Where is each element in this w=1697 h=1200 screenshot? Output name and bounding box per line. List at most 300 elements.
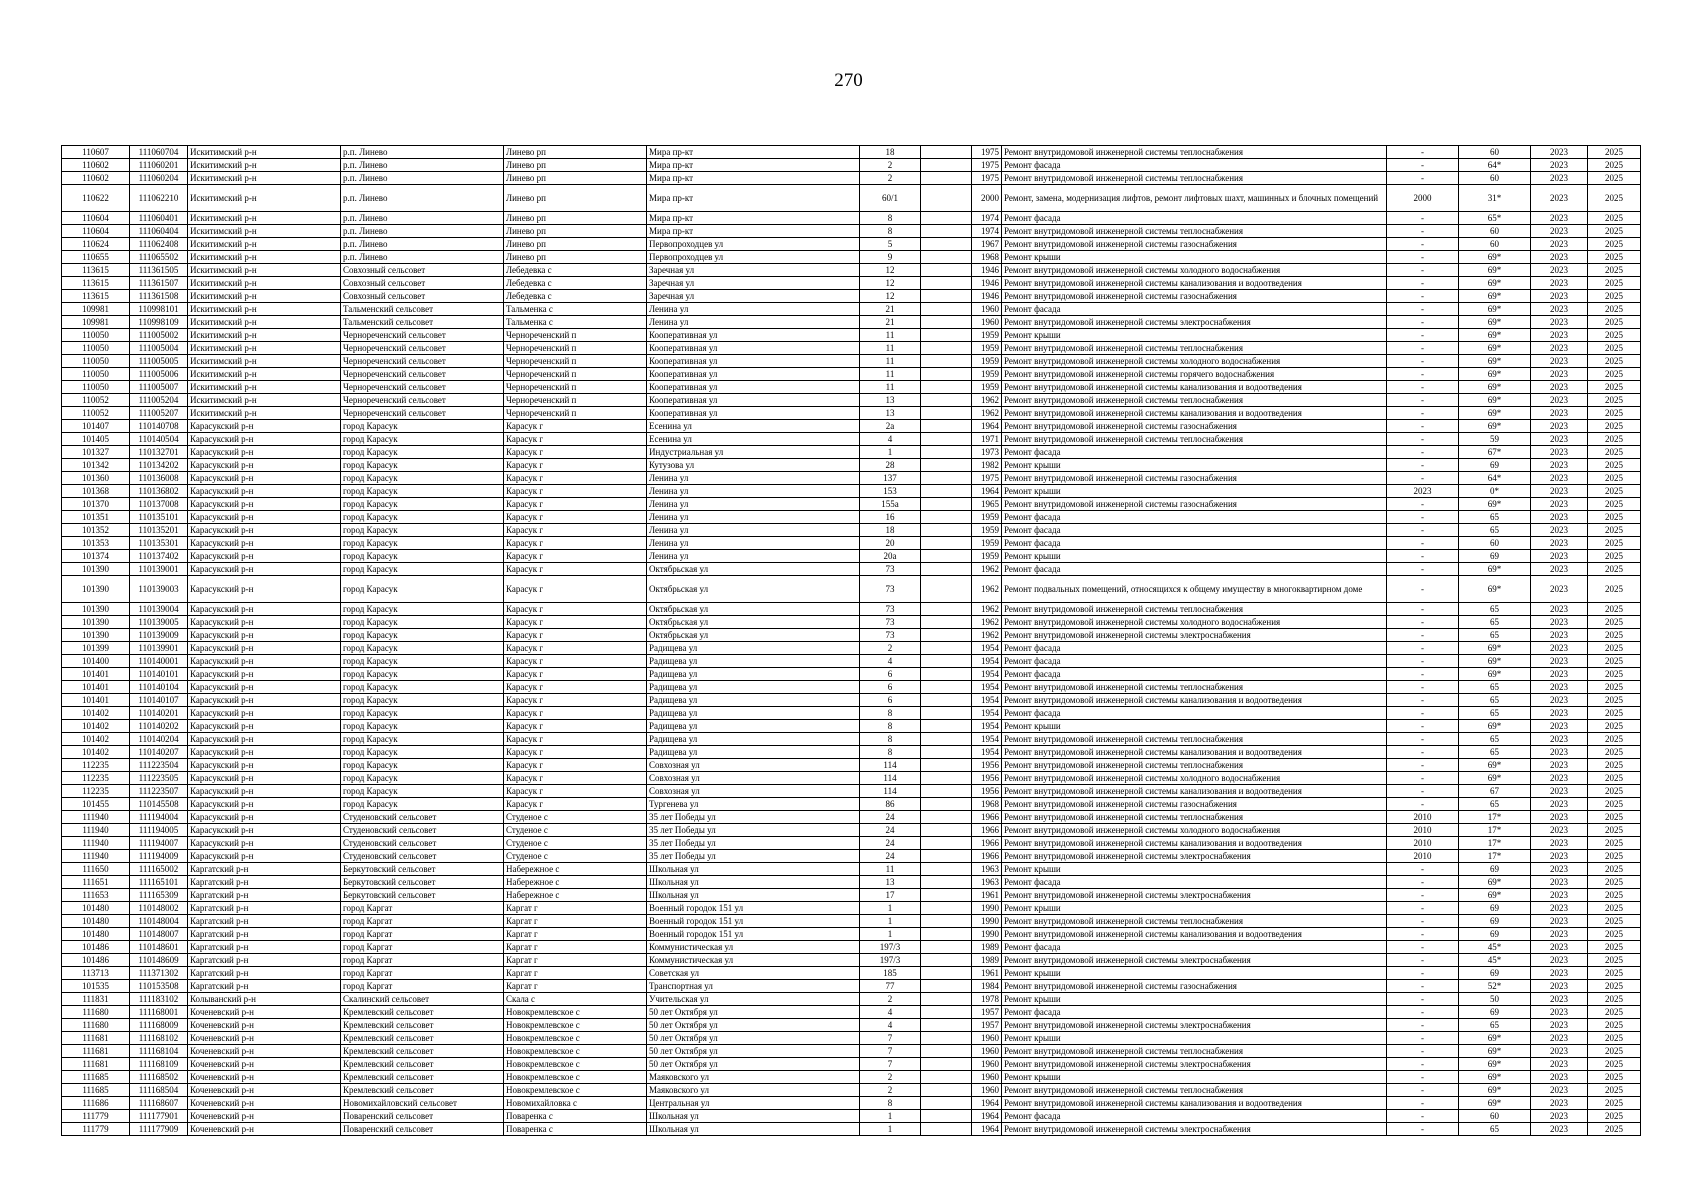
cell-district: Карасукский р-н xyxy=(188,772,341,785)
cell-plan-year-end: 2025 xyxy=(1588,524,1641,537)
cell-district: Коченевский р-н xyxy=(188,1071,341,1084)
cell-house-id: 111940 xyxy=(62,850,130,863)
cell-year-built: 1968 xyxy=(972,798,1002,811)
cell-house-id: 110624 xyxy=(62,238,130,251)
cell-last-repair-year: - xyxy=(1387,629,1459,642)
cell-street: Совхозная ул xyxy=(647,759,860,772)
cell-street: Советская ул xyxy=(647,967,860,980)
cell-municipality: город Каргат xyxy=(341,915,504,928)
cell-building xyxy=(921,277,972,290)
cell-locality: Карасук г xyxy=(504,433,647,446)
cell-plan-year-end: 2025 xyxy=(1588,1123,1641,1136)
cell-year-built: 1964 xyxy=(972,420,1002,433)
cell-street: Маяковского ул xyxy=(647,1084,860,1097)
cell-locality: Карасук г xyxy=(504,511,647,524)
table-row xyxy=(62,1123,1641,1136)
cell-work-type: Ремонт внутридомовой инженерной системы теплоснабжения xyxy=(1002,759,1387,772)
cell-district: Искитимский р-н xyxy=(188,159,341,172)
cell-last-repair-year: - xyxy=(1387,172,1459,185)
cell-plan-year-start: 2023 xyxy=(1531,368,1588,381)
cell-house-id: 111685 xyxy=(62,1084,130,1097)
cell-last-repair-year: - xyxy=(1387,967,1459,980)
cell-street: 50 лет Октября ул xyxy=(647,1045,860,1058)
cell-district: Карасукский р-н xyxy=(188,746,341,759)
cell-work-id: 111005207 xyxy=(130,407,188,420)
cell-plan-year-start: 2023 xyxy=(1531,381,1588,394)
cell-street: Мира пр-кт xyxy=(647,212,860,225)
cell-locality: Карасук г xyxy=(504,642,647,655)
table-row xyxy=(62,407,1641,420)
cell-district: Карасукский р-н xyxy=(188,837,341,850)
cell-last-repair-year: - xyxy=(1387,277,1459,290)
cell-house-number: 2 xyxy=(860,642,921,655)
cell-last-repair-year: - xyxy=(1387,980,1459,993)
cell-plan-year-end: 2025 xyxy=(1588,185,1641,212)
cell-work-type: Ремонт крыши xyxy=(1002,485,1387,498)
cell-last-repair-year: - xyxy=(1387,785,1459,798)
cell-house-id: 101401 xyxy=(62,668,130,681)
cell-plan-year-end: 2025 xyxy=(1588,733,1641,746)
cell-district: Искитимский р-н xyxy=(188,316,341,329)
cell-locality: Каргат г xyxy=(504,928,647,941)
cell-building xyxy=(921,980,972,993)
cell-street: Заречная ул xyxy=(647,277,860,290)
cell-work-type: Ремонт подвальных помещений, относящихся к общему имуществу в многоквартирном доме xyxy=(1002,576,1387,603)
cell-wear-percent: 69* xyxy=(1459,1097,1531,1110)
cell-plan-year-start: 2023 xyxy=(1531,407,1588,420)
cell-house-number: 6 xyxy=(860,694,921,707)
table-row xyxy=(62,733,1641,746)
cell-locality: Карасук г xyxy=(504,420,647,433)
cell-last-repair-year: - xyxy=(1387,668,1459,681)
cell-plan-year-start: 2023 xyxy=(1531,811,1588,824)
cell-district: Карасукский р-н xyxy=(188,576,341,603)
cell-locality: Каргат г xyxy=(504,954,647,967)
cell-work-id: 111005005 xyxy=(130,355,188,368)
cell-last-repair-year: - xyxy=(1387,876,1459,889)
cell-house-id: 101535 xyxy=(62,980,130,993)
cell-last-repair-year: - xyxy=(1387,472,1459,485)
table-row xyxy=(62,1032,1641,1045)
cell-building xyxy=(921,720,972,733)
cell-work-type: Ремонт внутридомовой инженерной системы теплоснабжения xyxy=(1002,433,1387,446)
cell-building xyxy=(921,290,972,303)
cell-house-number: 7 xyxy=(860,1058,921,1071)
cell-plan-year-start: 2023 xyxy=(1531,1019,1588,1032)
cell-work-type: Ремонт фасада xyxy=(1002,1110,1387,1123)
cell-house-number: 8 xyxy=(860,212,921,225)
cell-year-built: 1960 xyxy=(972,316,1002,329)
cell-plan-year-start: 2023 xyxy=(1531,694,1588,707)
cell-last-repair-year: - xyxy=(1387,394,1459,407)
cell-year-built: 1954 xyxy=(972,642,1002,655)
cell-locality: Карасук г xyxy=(504,785,647,798)
cell-plan-year-end: 2025 xyxy=(1588,655,1641,668)
cell-locality: Новокремлевское с xyxy=(504,1071,647,1084)
cell-wear-percent: 65 xyxy=(1459,603,1531,616)
cell-wear-percent: 65 xyxy=(1459,1019,1531,1032)
cell-plan-year-start: 2023 xyxy=(1531,277,1588,290)
table-row xyxy=(62,876,1641,889)
cell-wear-percent: 50 xyxy=(1459,993,1531,1006)
cell-wear-percent: 69* xyxy=(1459,759,1531,772)
cell-work-id: 111062210 xyxy=(130,185,188,212)
cell-wear-percent: 45* xyxy=(1459,954,1531,967)
table-row xyxy=(62,1097,1641,1110)
cell-house-id: 101327 xyxy=(62,446,130,459)
cell-wear-percent: 69* xyxy=(1459,381,1531,394)
cell-work-type: Ремонт внутридомовой инженерной системы электроснабжения xyxy=(1002,1123,1387,1136)
cell-house-number: 197/3 xyxy=(860,954,921,967)
cell-year-built: 1954 xyxy=(972,655,1002,668)
cell-house-number: 185 xyxy=(860,967,921,980)
cell-wear-percent: 65 xyxy=(1459,629,1531,642)
cell-plan-year-end: 2025 xyxy=(1588,459,1641,472)
cell-locality: Линево рп xyxy=(504,238,647,251)
cell-work-type: Ремонт внутридомовой инженерной системы теплоснабжения xyxy=(1002,394,1387,407)
cell-plan-year-start: 2023 xyxy=(1531,251,1588,264)
cell-district: Карасукский р-н xyxy=(188,550,341,563)
cell-district: Колыванский р-н xyxy=(188,993,341,1006)
cell-work-id: 111168502 xyxy=(130,1071,188,1084)
cell-street: Ленина ул xyxy=(647,485,860,498)
cell-building xyxy=(921,225,972,238)
cell-year-built: 1975 xyxy=(972,159,1002,172)
cell-street: Ленина ул xyxy=(647,303,860,316)
cell-wear-percent: 65 xyxy=(1459,1123,1531,1136)
cell-municipality: Чернореченский сельсовет xyxy=(341,355,504,368)
cell-wear-percent: 60 xyxy=(1459,537,1531,550)
cell-plan-year-start: 2023 xyxy=(1531,876,1588,889)
cell-locality: Каргат г xyxy=(504,902,647,915)
cell-house-number: 11 xyxy=(860,381,921,394)
cell-house-number: 24 xyxy=(860,811,921,824)
cell-locality: Карасук г xyxy=(504,694,647,707)
cell-plan-year-end: 2025 xyxy=(1588,329,1641,342)
cell-district: Карасукский р-н xyxy=(188,433,341,446)
cell-plan-year-start: 2023 xyxy=(1531,185,1588,212)
cell-street: Ленина ул xyxy=(647,316,860,329)
cell-work-type: Ремонт внутридомовой инженерной системы канализования и водоотведения xyxy=(1002,746,1387,759)
cell-house-number: 18 xyxy=(860,524,921,537)
cell-wear-percent: 69* xyxy=(1459,407,1531,420)
cell-year-built: 1974 xyxy=(972,212,1002,225)
cell-plan-year-end: 2025 xyxy=(1588,172,1641,185)
cell-building xyxy=(921,1071,972,1084)
cell-plan-year-start: 2023 xyxy=(1531,629,1588,642)
cell-year-built: 1957 xyxy=(972,1019,1002,1032)
cell-wear-percent: 67* xyxy=(1459,446,1531,459)
cell-locality: Набережное с xyxy=(504,889,647,902)
cell-last-repair-year: - xyxy=(1387,954,1459,967)
cell-last-repair-year: - xyxy=(1387,720,1459,733)
cell-building xyxy=(921,433,972,446)
cell-last-repair-year: 2010 xyxy=(1387,837,1459,850)
cell-work-type: Ремонт крыши xyxy=(1002,902,1387,915)
cell-work-type: Ремонт фасада xyxy=(1002,511,1387,524)
cell-work-type: Ремонт фасада xyxy=(1002,655,1387,668)
table-row xyxy=(62,980,1641,993)
table-row xyxy=(62,185,1641,212)
cell-building xyxy=(921,576,972,603)
cell-last-repair-year: 2010 xyxy=(1387,850,1459,863)
cell-wear-percent: 69 xyxy=(1459,459,1531,472)
cell-building xyxy=(921,1019,972,1032)
cell-last-repair-year: - xyxy=(1387,798,1459,811)
cell-last-repair-year: - xyxy=(1387,290,1459,303)
table-row xyxy=(62,889,1641,902)
cell-street: Кутузова ул xyxy=(647,459,860,472)
cell-year-built: 1960 xyxy=(972,1058,1002,1071)
cell-locality: Новокремлевское с xyxy=(504,1045,647,1058)
table-row xyxy=(62,863,1641,876)
cell-year-built: 1954 xyxy=(972,733,1002,746)
cell-house-number: 6 xyxy=(860,668,921,681)
cell-building xyxy=(921,446,972,459)
table-row xyxy=(62,1110,1641,1123)
cell-house-id: 101405 xyxy=(62,433,130,446)
cell-municipality: город Карасук xyxy=(341,642,504,655)
cell-district: Карасукский р-н xyxy=(188,563,341,576)
cell-wear-percent: 69* xyxy=(1459,655,1531,668)
cell-locality: Каргат г xyxy=(504,967,647,980)
cell-last-repair-year: - xyxy=(1387,603,1459,616)
cell-work-type: Ремонт фасада xyxy=(1002,303,1387,316)
cell-locality: Чернореченский п xyxy=(504,355,647,368)
cell-house-number: 1 xyxy=(860,1123,921,1136)
cell-last-repair-year: - xyxy=(1387,616,1459,629)
cell-house-id: 101368 xyxy=(62,485,130,498)
cell-last-repair-year: - xyxy=(1387,264,1459,277)
cell-work-type: Ремонт внутридомовой инженерной системы канализования и водоотведения xyxy=(1002,837,1387,850)
cell-house-id: 111681 xyxy=(62,1045,130,1058)
cell-house-id: 112235 xyxy=(62,772,130,785)
cell-work-id: 111177909 xyxy=(130,1123,188,1136)
cell-house-number: 155а xyxy=(860,498,921,511)
cell-plan-year-end: 2025 xyxy=(1588,876,1641,889)
table-row xyxy=(62,785,1641,798)
cell-plan-year-end: 2025 xyxy=(1588,1019,1641,1032)
cell-street: 35 лет Победы ул xyxy=(647,811,860,824)
cell-locality: Карасук г xyxy=(504,707,647,720)
cell-last-repair-year: - xyxy=(1387,537,1459,550)
cell-house-id: 101455 xyxy=(62,798,130,811)
cell-district: Коченевский р-н xyxy=(188,1006,341,1019)
cell-house-id: 101486 xyxy=(62,954,130,967)
cell-municipality: Студеновский сельсовет xyxy=(341,837,504,850)
cell-plan-year-start: 2023 xyxy=(1531,837,1588,850)
cell-district: Карасукский р-н xyxy=(188,798,341,811)
cell-locality: Студеное с xyxy=(504,837,647,850)
cell-plan-year-start: 2023 xyxy=(1531,576,1588,603)
cell-plan-year-end: 2025 xyxy=(1588,433,1641,446)
cell-house-id: 101390 xyxy=(62,629,130,642)
cell-municipality: Поваренский сельсовет xyxy=(341,1123,504,1136)
cell-house-id: 101374 xyxy=(62,550,130,563)
cell-wear-percent: 69 xyxy=(1459,1006,1531,1019)
cell-year-built: 1954 xyxy=(972,720,1002,733)
cell-house-id: 111681 xyxy=(62,1058,130,1071)
cell-work-id: 110140101 xyxy=(130,668,188,681)
cell-house-id: 111940 xyxy=(62,811,130,824)
cell-work-id: 111165002 xyxy=(130,863,188,876)
cell-municipality: город Карасук xyxy=(341,681,504,694)
cell-wear-percent: 69 xyxy=(1459,902,1531,915)
cell-work-id: 110140201 xyxy=(130,707,188,720)
cell-house-number: 16 xyxy=(860,511,921,524)
cell-house-id: 101402 xyxy=(62,746,130,759)
cell-last-repair-year: - xyxy=(1387,146,1459,159)
table-row xyxy=(62,720,1641,733)
cell-wear-percent: 69* xyxy=(1459,1045,1531,1058)
cell-work-type: Ремонт внутридомовой инженерной системы канализования и водоотведения xyxy=(1002,1097,1387,1110)
cell-plan-year-end: 2025 xyxy=(1588,290,1641,303)
cell-district: Карасукский р-н xyxy=(188,733,341,746)
cell-street: Первопроходцев ул xyxy=(647,238,860,251)
cell-locality: Линево рп xyxy=(504,146,647,159)
cell-building xyxy=(921,863,972,876)
cell-locality: Поваренка с xyxy=(504,1123,647,1136)
cell-locality: Карасук г xyxy=(504,733,647,746)
cell-work-type: Ремонт внутридомовой инженерной системы теплоснабжения xyxy=(1002,342,1387,355)
cell-plan-year-end: 2025 xyxy=(1588,146,1641,159)
cell-work-id: 111177901 xyxy=(130,1110,188,1123)
cell-building xyxy=(921,251,972,264)
table-row xyxy=(62,616,1641,629)
cell-year-built: 1975 xyxy=(972,146,1002,159)
cell-wear-percent: 69* xyxy=(1459,420,1531,433)
cell-municipality: город Карасук xyxy=(341,759,504,772)
cell-wear-percent: 60 xyxy=(1459,1110,1531,1123)
cell-work-type: Ремонт внутридомовой инженерной системы электроснабжения xyxy=(1002,850,1387,863)
table-row xyxy=(62,967,1641,980)
cell-work-type: Ремонт фасада xyxy=(1002,941,1387,954)
cell-last-repair-year: 2010 xyxy=(1387,811,1459,824)
cell-municipality: город Карасук xyxy=(341,550,504,563)
cell-street: Есенина ул xyxy=(647,433,860,446)
cell-municipality: город Каргат xyxy=(341,928,504,941)
cell-year-built: 1966 xyxy=(972,824,1002,837)
cell-municipality: город Карасук xyxy=(341,785,504,798)
cell-house-id: 111650 xyxy=(62,863,130,876)
cell-work-id: 110140708 xyxy=(130,420,188,433)
table-row xyxy=(62,433,1641,446)
cell-plan-year-end: 2025 xyxy=(1588,251,1641,264)
cell-wear-percent: 59 xyxy=(1459,433,1531,446)
cell-building xyxy=(921,368,972,381)
cell-plan-year-end: 2025 xyxy=(1588,316,1641,329)
cell-building xyxy=(921,329,972,342)
cell-municipality: город Карасук xyxy=(341,616,504,629)
cell-house-id: 110050 xyxy=(62,329,130,342)
cell-last-repair-year: 2010 xyxy=(1387,824,1459,837)
table-row xyxy=(62,290,1641,303)
cell-locality: Чернореченский п xyxy=(504,342,647,355)
cell-street: Совхозная ул xyxy=(647,785,860,798)
cell-work-type: Ремонт внутридомовой инженерной системы теплоснабжения xyxy=(1002,681,1387,694)
cell-work-type: Ремонт внутридомовой инженерной системы горячего водоснабжения xyxy=(1002,368,1387,381)
cell-work-id: 110139001 xyxy=(130,563,188,576)
cell-last-repair-year: 2023 xyxy=(1387,485,1459,498)
cell-work-id: 111168607 xyxy=(130,1097,188,1110)
cell-house-number: 20 xyxy=(860,537,921,550)
cell-house-number: 13 xyxy=(860,394,921,407)
cell-plan-year-end: 2025 xyxy=(1588,1058,1641,1071)
cell-year-built: 1990 xyxy=(972,902,1002,915)
cell-last-repair-year: - xyxy=(1387,1058,1459,1071)
cell-year-built: 1961 xyxy=(972,967,1002,980)
cell-plan-year-start: 2023 xyxy=(1531,303,1588,316)
cell-last-repair-year: - xyxy=(1387,1045,1459,1058)
cell-plan-year-start: 2023 xyxy=(1531,967,1588,980)
cell-municipality: город Карасук xyxy=(341,603,504,616)
cell-work-id: 110136802 xyxy=(130,485,188,498)
cell-municipality: город Карасук xyxy=(341,563,504,576)
cell-building xyxy=(921,1032,972,1045)
cell-house-id: 101402 xyxy=(62,707,130,720)
cell-last-repair-year: - xyxy=(1387,498,1459,511)
cell-work-id: 110132701 xyxy=(130,446,188,459)
cell-plan-year-start: 2023 xyxy=(1531,980,1588,993)
cell-locality: Карасук г xyxy=(504,668,647,681)
cell-year-built: 1960 xyxy=(972,1084,1002,1097)
cell-house-id: 111681 xyxy=(62,1032,130,1045)
cell-locality: Лебедевка с xyxy=(504,277,647,290)
cell-locality: Карасук г xyxy=(504,772,647,785)
cell-house-id: 101390 xyxy=(62,603,130,616)
cell-house-id: 111940 xyxy=(62,837,130,850)
cell-street: Военный городок 151 ул xyxy=(647,928,860,941)
cell-locality: Карасук г xyxy=(504,603,647,616)
cell-street: Первопроходцев ул xyxy=(647,251,860,264)
cell-plan-year-start: 2023 xyxy=(1531,1058,1588,1071)
cell-year-built: 1978 xyxy=(972,993,1002,1006)
capital-repair-table xyxy=(61,145,1641,1136)
cell-house-id: 101401 xyxy=(62,694,130,707)
cell-street: Заречная ул xyxy=(647,264,860,277)
cell-work-id: 110137402 xyxy=(130,550,188,563)
cell-last-repair-year: - xyxy=(1387,316,1459,329)
cell-house-number: 12 xyxy=(860,264,921,277)
cell-work-id: 110135301 xyxy=(130,537,188,550)
cell-municipality: город Карасук xyxy=(341,433,504,446)
cell-last-repair-year: - xyxy=(1387,889,1459,902)
cell-building xyxy=(921,759,972,772)
cell-plan-year-end: 2025 xyxy=(1588,720,1641,733)
cell-house-number: 8 xyxy=(860,720,921,733)
cell-municipality: город Каргат xyxy=(341,954,504,967)
cell-building xyxy=(921,1110,972,1123)
cell-street: 35 лет Победы ул xyxy=(647,850,860,863)
cell-year-built: 1966 xyxy=(972,850,1002,863)
cell-district: Каргатский р-н xyxy=(188,902,341,915)
cell-district: Карасукский р-н xyxy=(188,668,341,681)
cell-street: Школьная ул xyxy=(647,863,860,876)
cell-last-repair-year: - xyxy=(1387,329,1459,342)
cell-locality: Линево рп xyxy=(504,172,647,185)
cell-work-id: 110139005 xyxy=(130,616,188,629)
cell-house-id: 110602 xyxy=(62,172,130,185)
table-row xyxy=(62,902,1641,915)
cell-year-built: 1956 xyxy=(972,759,1002,772)
cell-plan-year-start: 2023 xyxy=(1531,159,1588,172)
cell-house-id: 110052 xyxy=(62,407,130,420)
cell-house-id: 101480 xyxy=(62,928,130,941)
cell-plan-year-start: 2023 xyxy=(1531,642,1588,655)
cell-house-number: 8 xyxy=(860,707,921,720)
cell-house-number: 11 xyxy=(860,342,921,355)
cell-work-type: Ремонт внутридомовой инженерной системы электроснабжения xyxy=(1002,889,1387,902)
